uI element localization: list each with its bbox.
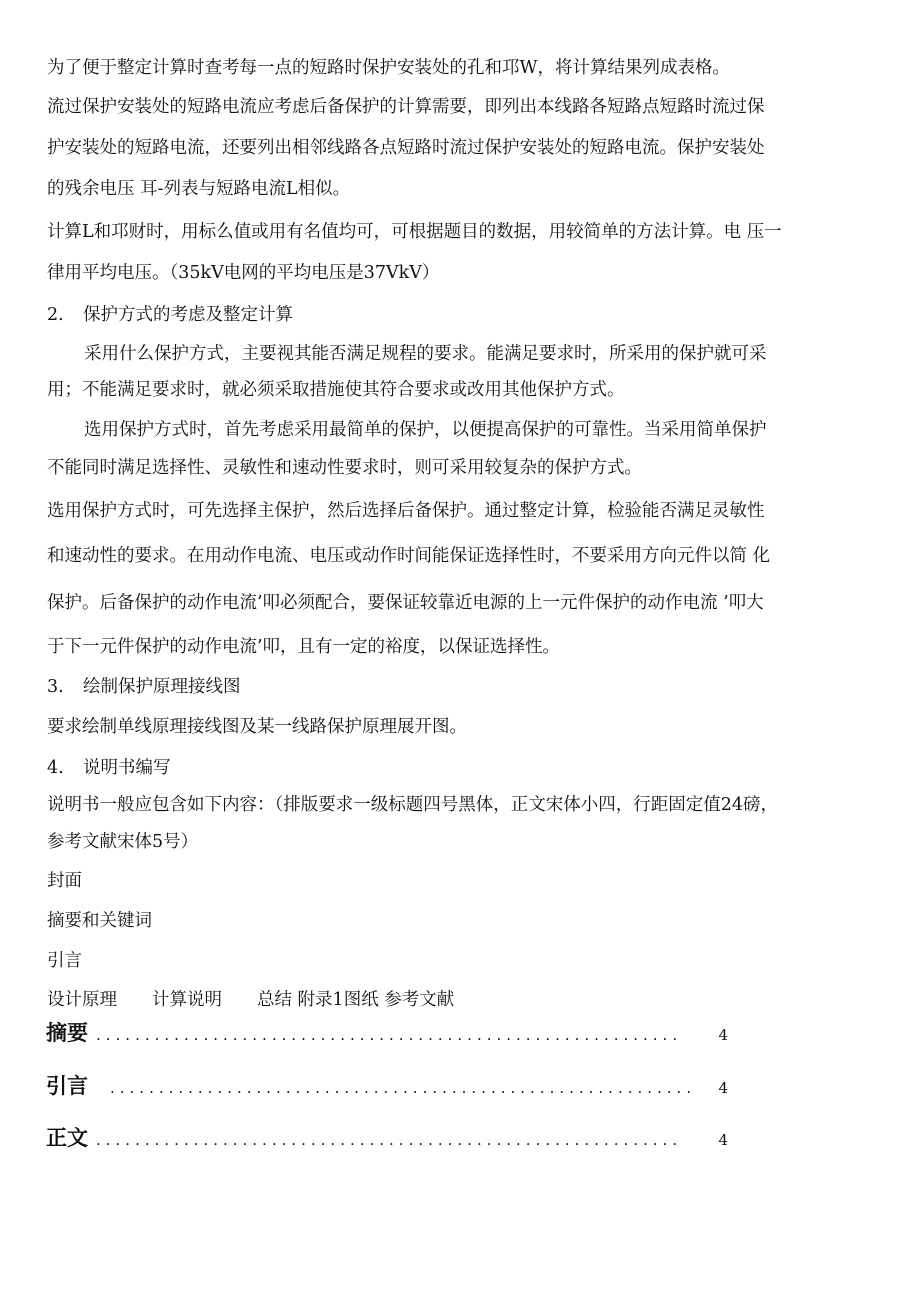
- toc-page-number: 4: [718, 1131, 728, 1149]
- toc-title: 正文: [46, 1126, 88, 1150]
- heading-text: 保护方式的考虑及整定计算: [83, 305, 293, 325]
- paragraph-line: 护安装处的短路电流，还要列出相邻线路各点短路时流过保护安装处的短路电流。保护安装处: [47, 138, 765, 158]
- paragraph-line: 选用保护方式时，可先选择主保护，然后选择后备保护。通过整定计算，检验能否满足灵敏性: [47, 501, 765, 521]
- paragraph-line: 不能同时满足选择性、灵敏性和速动性要求时，则可采用较复杂的保护方式。: [47, 458, 642, 478]
- toc-page-number: 4: [718, 1026, 728, 1044]
- heading-number: 4.: [47, 758, 64, 778]
- toc-title: 引言: [46, 1074, 88, 1098]
- paragraph-line: 要求绘制单线原理接线图及某一线路保护原理展开图。: [47, 717, 467, 737]
- paragraph-line: 说明书一般应包含如下内容：（排版要求一级标题四号黑体，正文宋体小四，行距固定值24磅，: [47, 795, 779, 815]
- section-heading-3: [47, 676, 241, 698]
- paragraph-line: 选用保护方式时，首先考虑采用最简单的保护，以便提高保护的可靠性。当采用简单保护: [84, 420, 767, 440]
- paragraph-line: 流过保护安装处的短路电流应考虑后备保护的计算需要，即列出本线路各短路点短路时流过保: [47, 97, 765, 117]
- list-item-intro: 引言: [47, 951, 82, 971]
- section-heading-4: [47, 757, 171, 779]
- paragraph-line: 采用什么保护方式，主要视其能否满足规程的要求。能满足要求时，所采用的保护就可采: [84, 344, 767, 364]
- toc-entry-abstract[interactable]: [46, 1016, 728, 1046]
- paragraph-line: 和速动性的要求。在用动作电流、电压或动作时间能保证选择性时，不要采用方向元件以简 化: [47, 546, 771, 566]
- heading-text: 说明书编写: [83, 758, 171, 778]
- toc-page-number: 4: [718, 1079, 728, 1097]
- list-item-cover: 封面: [47, 871, 82, 891]
- toc-title: 摘要: [46, 1021, 88, 1045]
- paragraph-line: 为了便于整定计算时查考每一点的短路时保护安装处的孔和邛W，将计算结果列成表格。: [47, 58, 730, 78]
- heading-text: 绘制保护原理接线图: [83, 677, 241, 697]
- paragraph-line: 保护。后备保护的动作电流’叩必须配合，要保证较靠近电源的上一元件保护的动作电流 ’叩大: [47, 593, 764, 613]
- section-heading-2: [47, 304, 293, 326]
- paragraph-line: 参考文献宋体5号）: [47, 832, 199, 852]
- paragraph-line: 于下一元件保护的动作电流’叩，且有一定的裕度，以保证选择性。: [47, 637, 561, 657]
- toc-entry-body[interactable]: [46, 1121, 728, 1151]
- toc-entry-intro[interactable]: [46, 1069, 728, 1099]
- toc-leader-dots: ............................................................: [110, 1079, 697, 1097]
- list-item-abstract: 摘要和关键词: [47, 911, 152, 931]
- list-item-contents: 设计原理 计算说明 总结 附录1图纸 参考文献: [47, 990, 455, 1010]
- paragraph-line: 的残余电压 耳-列表与短路电流L相似。: [47, 179, 351, 199]
- paragraph-line: 律用平均电压。（35kV电网的平均电压是37VkV）: [47, 263, 440, 283]
- paragraph-line: 用；不能满足要求时，就必须采取措施使其符合要求或改用其他保护方式。: [47, 380, 625, 400]
- toc-leader-dots: ............................................................: [96, 1131, 683, 1149]
- heading-number: 2.: [47, 305, 64, 325]
- heading-number: 3.: [47, 677, 64, 697]
- paragraph-line: 计算L和邛财时，用标么值或用有名值均可，可根据题目的数据，用较简单的方法计算。电 压一: [47, 222, 782, 242]
- toc-leader-dots: ............................................................: [96, 1026, 683, 1044]
